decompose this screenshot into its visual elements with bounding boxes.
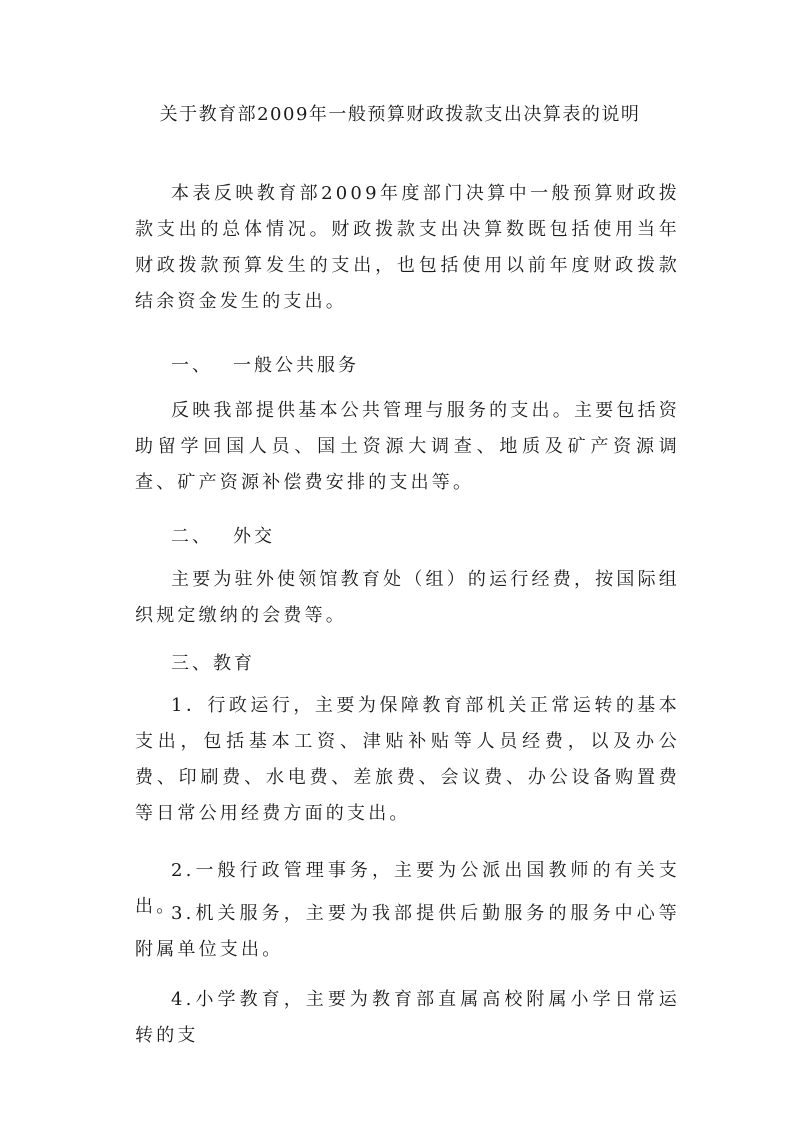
section-3-item-1: 1．行政运行，主要为保障教育部机关正常运转的基本支出，包括基本工资、津贴补贴等人员经费，以及办公费、印刷费、水电费、差旅费、会议费、办公设备购置费等日常公用经费方面的支出。	[135, 695, 680, 824]
section-1-number: 一、	[171, 355, 213, 376]
section-2-title: 外交	[233, 526, 275, 547]
document-title: 关于教育部2009年一般预算财政拨款支出决算表的说明	[159, 104, 641, 125]
section-1-title: 一般公共服务	[233, 355, 359, 376]
section-2-body: 主要为驻外使领馆教育处（组）的运行经费，按国际组织规定缴纳的会费等。	[135, 569, 680, 626]
section-2-number: 二、	[171, 526, 213, 547]
section-3-item-4: 4.小学教育，主要为教育部直属高校附属小学日常运转的支	[135, 989, 680, 1046]
section-1-heading	[171, 348, 359, 384]
section-3-heading: 三、教育	[171, 653, 255, 674]
section-2-heading	[171, 519, 275, 555]
section-3-item-3: 3.机关服务，主要为我部提供后勤服务的服务中心等附属单位支出。	[135, 903, 680, 960]
section-1-body: 反映我部提供基本公共管理与服务的支出。主要包括资助留学回国人员、国土资源大调查、地质及矿产资源调查、矿产资源补偿费安排的支出等。	[135, 400, 680, 493]
section-3-item-2: 2.一般行政管理事务，主要为公派出国教师的有关支出。	[135, 860, 680, 917]
intro-paragraph: 本表反映教育部2009年度部门决算中一般预算财政拨款支出的总体情况。财政拨款支出决算数既包括使用当年财政拨款预算发生的支出，也包括使用以前年度财政拨款结余资金发生的支出。	[135, 183, 680, 312]
